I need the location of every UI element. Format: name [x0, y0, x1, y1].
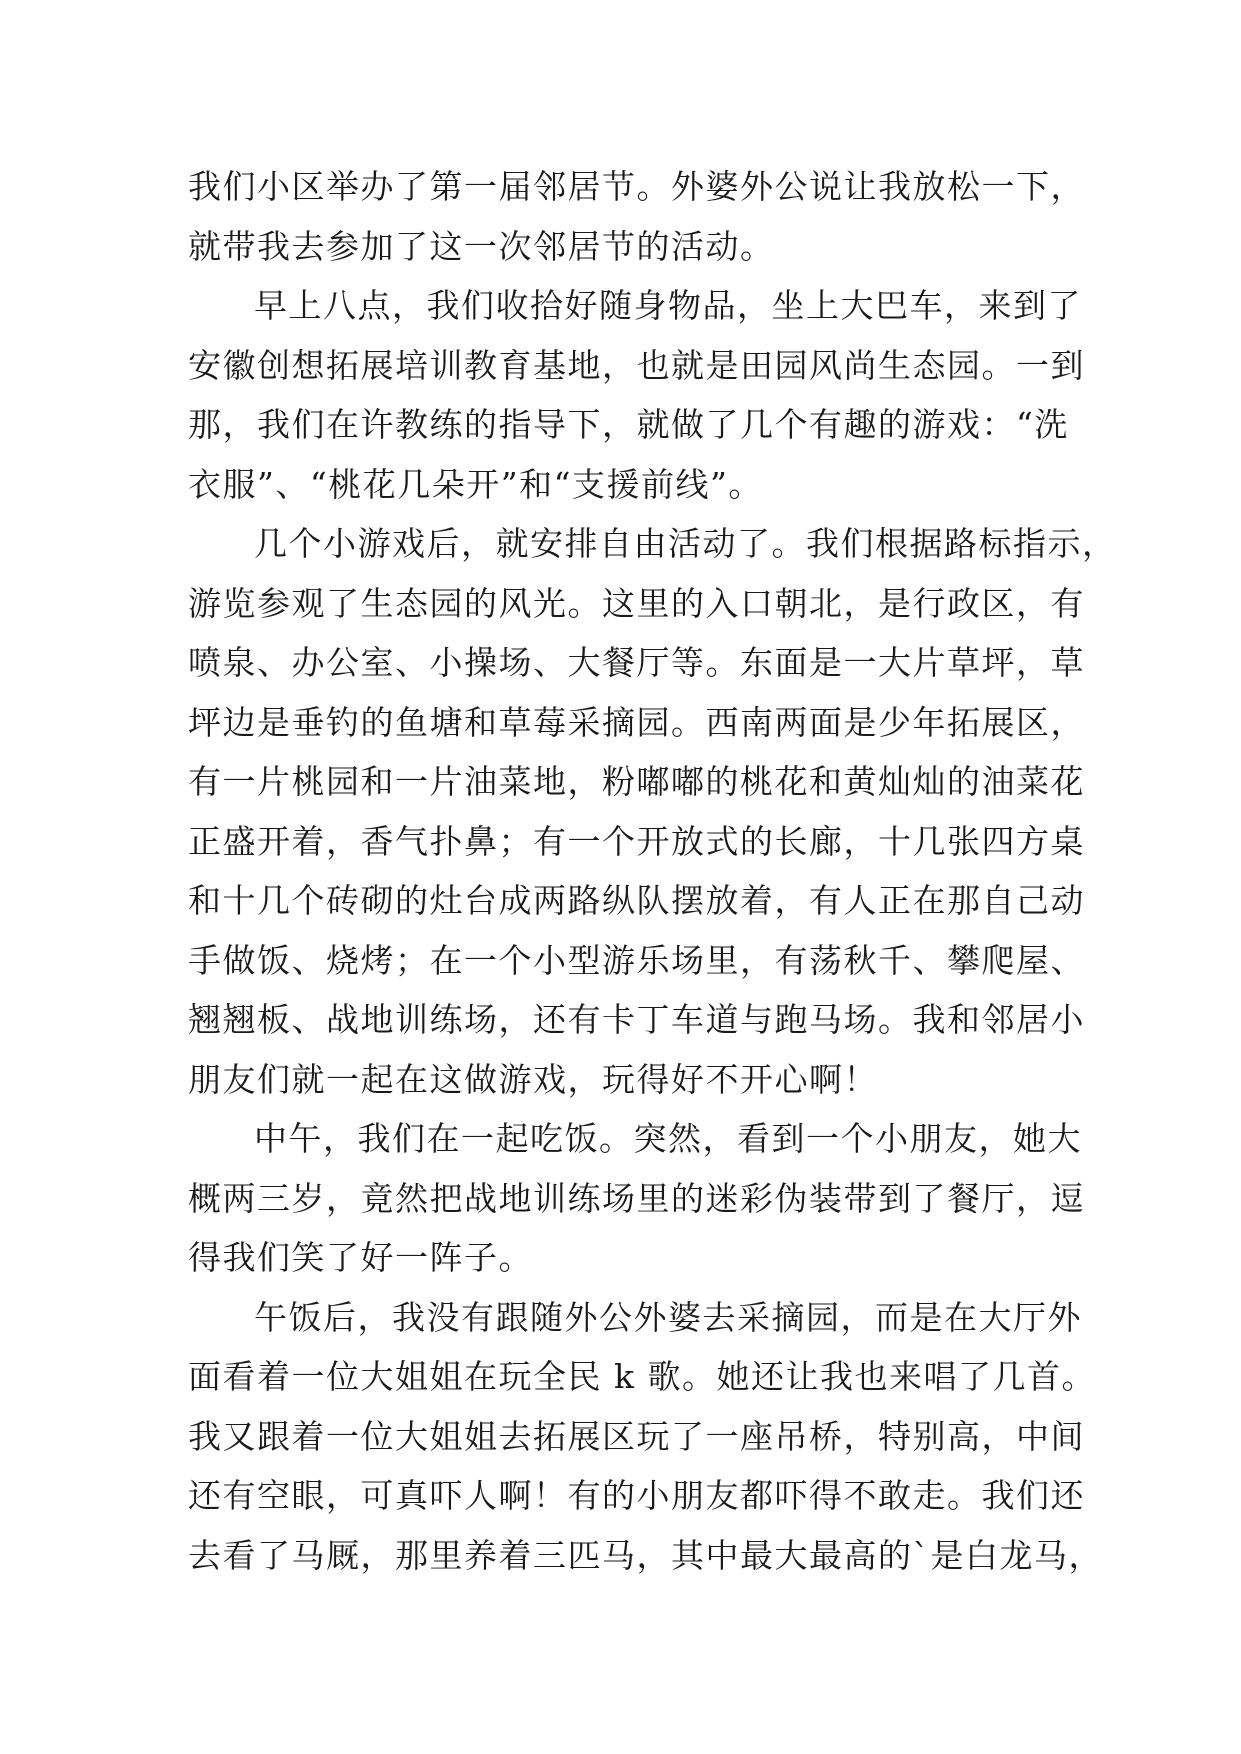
text-line: 喷泉、办公室、小操场、大餐厅等。东面是一大片草坪，草 — [188, 643, 1085, 682]
text-line: 坪边是垂钓的鱼塘和草莓采摘园。西南两面是少年拓展区， — [188, 702, 1085, 742]
text-line: 我们小区举办了第一届邻居节。外婆外公说让我放松一下， — [188, 167, 1085, 206]
text-line: 衣服”、“桃花几朵开”和“支援前线”。 — [188, 464, 763, 504]
text-line: 还有空眼，可真吓人啊！有的小朋友都吓得不敢走。我们还 — [188, 1476, 1085, 1515]
text-line: 面看着一位大姐姐在玩全民 k 歌。她还让我也来唱了几首。 — [188, 1357, 1096, 1396]
text-line: 手做饭、烧烤；在一个小型游乐场里，有荡秋千、攀爬屋、 — [188, 940, 1085, 980]
document-body — [188, 157, 1117, 1585]
text-line: 安徽创想拓展培训教育基地，也就是田园风尚生态园。一到 — [188, 345, 1085, 385]
paragraph — [188, 1109, 1085, 1288]
paragraph — [188, 1288, 1103, 1586]
text-line: 朋友们就一起在这做游戏，玩得好不开心啊！ — [188, 1059, 878, 1099]
text-line: 早上八点，我们收拾好随身物品，坐上大巴车，来到了 — [254, 286, 1082, 325]
text-line: 几个小游戏后，就安排自由活动了。我们根据路标指示， — [254, 524, 1117, 563]
text-line: 正盛开着，香气扑鼻；有一个开放式的长廊，十几张四方桌 — [188, 821, 1085, 861]
text-line: 得我们笑了好一阵子。 — [188, 1238, 533, 1277]
text-line: 那，我们在许教练的指导下，就做了几个有趣的游戏：“洗 — [188, 405, 1069, 444]
text-line: 午饭后，我没有跟随外公外婆去采摘园，而是在大厅外 — [254, 1297, 1082, 1337]
paragraph — [188, 276, 1085, 514]
text-line: 去看了马厩，那里养着三匹马，其中最大最高的`是白龙马， — [188, 1535, 1103, 1575]
text-line: 翘翘板、战地训练场，还有卡丁车道与跑马场。我和邻居小 — [188, 1000, 1085, 1039]
text-line: 就带我去参加了这一次邻居节的活动。 — [188, 226, 775, 266]
paragraph — [188, 514, 1117, 1109]
text-line: 概两三岁，竟然把战地训练场里的迷彩伪装带到了餐厅，逗 — [188, 1178, 1085, 1218]
text-line: 中午，我们在一起吃饭。突然，看到一个小朋友，她大 — [254, 1119, 1082, 1158]
text-line: 我又跟着一位大姐姐去拓展区玩了一座吊桥，特别高，中间 — [188, 1416, 1085, 1456]
text-line: 和十几个砖砌的灶台成两路纵队摆放着，有人正在那自己动 — [188, 881, 1085, 920]
text-line: 游览参观了生态园的风光。这里的入口朝北，是行政区，有 — [188, 583, 1085, 623]
paragraph — [188, 157, 1085, 276]
text-line: 有一片桃园和一片油菜地，粉嘟嘟的桃花和黄灿灿的油菜花 — [188, 762, 1085, 801]
